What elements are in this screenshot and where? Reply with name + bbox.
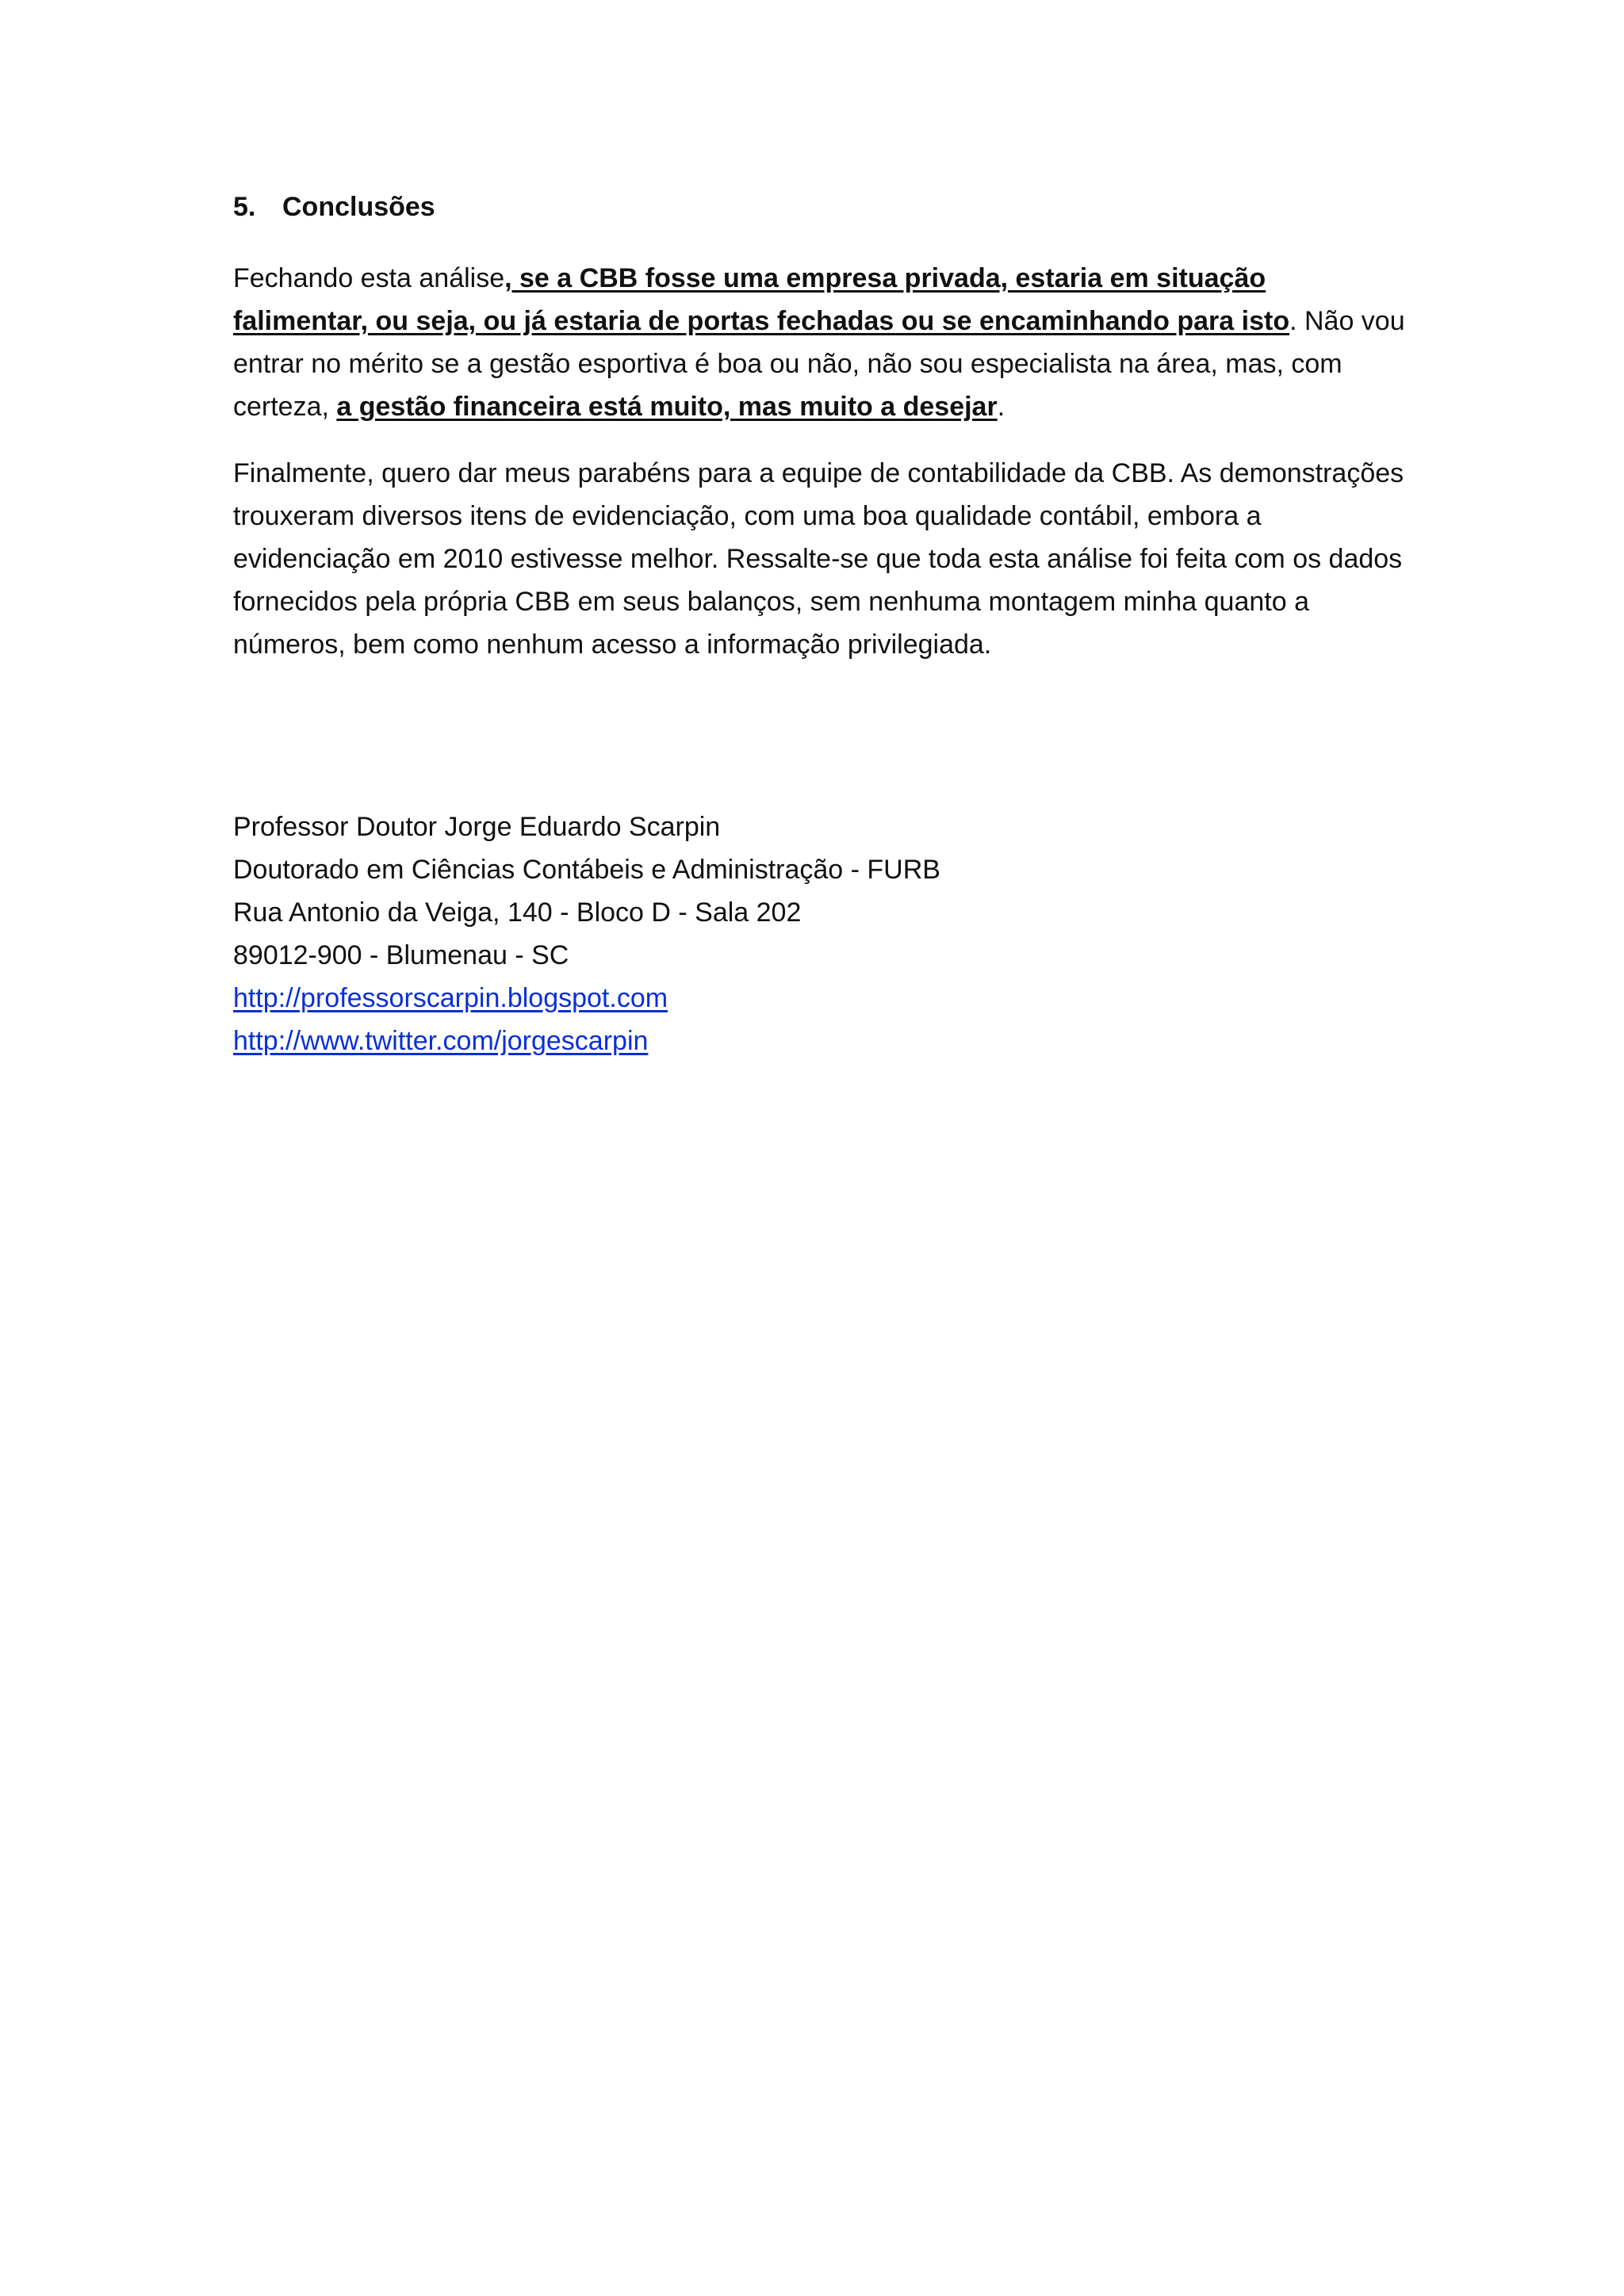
blog-link[interactable]: http://professorscarpin.blogspot.com	[233, 983, 668, 1013]
author-degree: Doutorado em Ciências Contábeis e Administração - FURB	[233, 855, 940, 885]
section-number: 5.	[233, 192, 256, 222]
signature-block	[233, 806, 1407, 1062]
conclusion-paragraph-2: Finalmente, quero dar meus parabéns para a equipe de contabilidade da CBB. As demonstrações trouxeram diversos itens de evidenciação, com uma boa qualidade contábil, embora a evidenciação em 2010 estivesse melhor. Ressalte-se que toda esta análise foi feita com os dados fornecidos pela própria CBB em seus balanços, sem nenhuma montagem minha quanto a números, bem como nenhum acesso a informação privilegiada.	[233, 458, 1404, 660]
author-city: 89012-900 - Blumenau - SC	[233, 940, 569, 970]
document-page	[233, 187, 1407, 1062]
p1-emphasis-1: , se a CBB fosse uma empresa privada, estaria em situação falimentar, ou seja, ou já estaria de portas fechadas ou se encaminhando para isto	[233, 263, 1290, 336]
p1-text-end: .	[997, 392, 1005, 422]
author-address: Rua Antonio da Veiga, 140 - Bloco D - Sala 202	[233, 897, 802, 928]
p1-emphasis-2: a gestão financeira está muito, mas muito a desejar	[336, 392, 998, 422]
p1-text-start: Fechando esta análise	[233, 263, 505, 293]
author-name: Professor Doutor Jorge Eduardo Scarpin	[233, 812, 721, 842]
section-title: Conclusões	[282, 192, 435, 222]
p1-text-middle: . Não vou entrar no mérito se a gestão esportiva é boa ou não, não sou especialista na área, mas, com certeza,	[233, 306, 1405, 422]
twitter-link[interactable]: http://www.twitter.com/jorgescarpin	[233, 1026, 649, 1056]
conclusion-paragraph-1	[233, 257, 1407, 428]
section-heading	[233, 187, 1407, 227]
